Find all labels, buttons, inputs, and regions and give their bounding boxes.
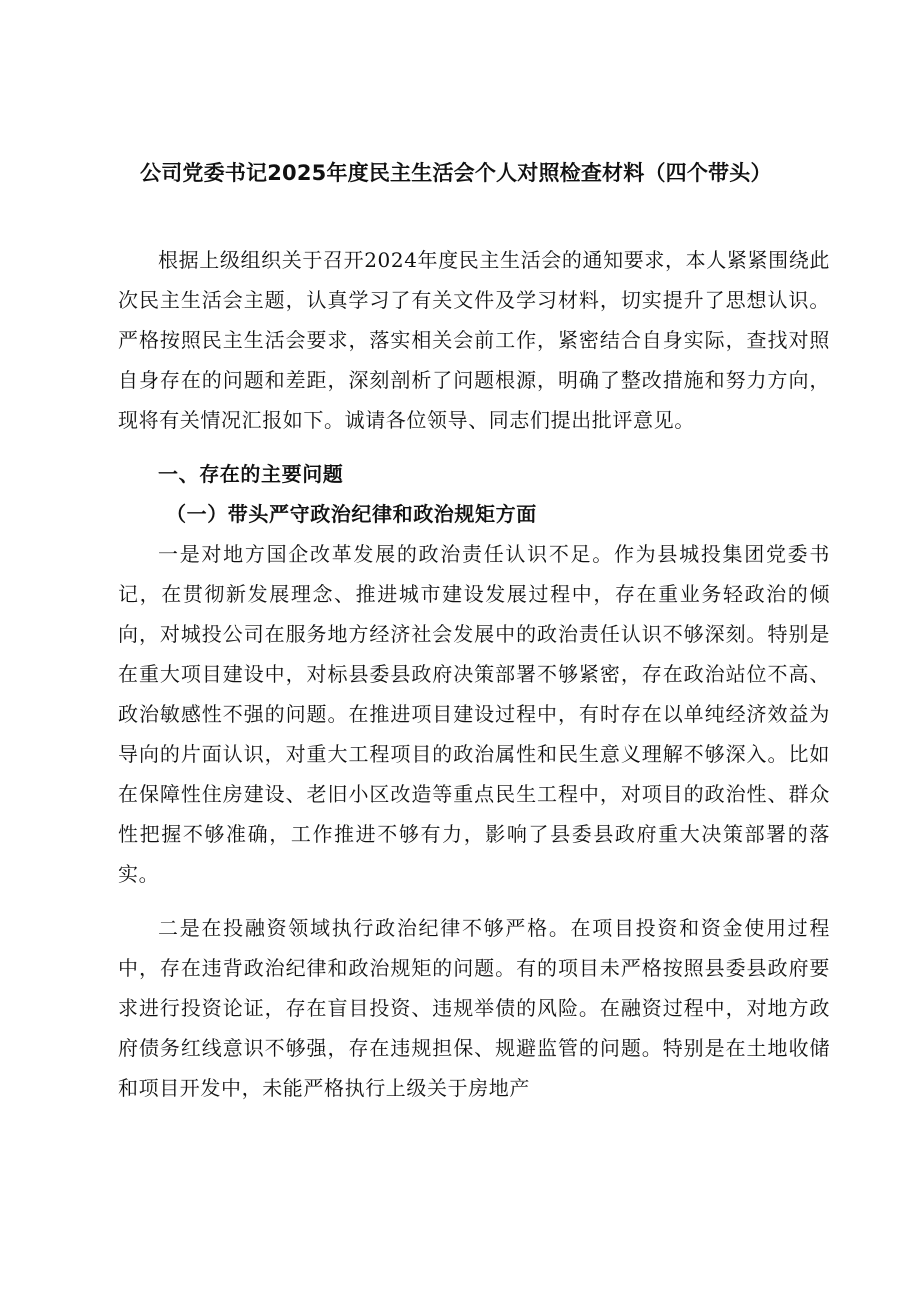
section-heading-problems: 一、存在的主要问题 bbox=[158, 462, 344, 486]
subsection-heading-political-discipline: （一）带头严守政治纪律和政治规矩方面 bbox=[166, 502, 537, 526]
body-paragraph-1: 一是对地方国企改革发展的政治责任认识不足。作为县城投集团党委书记，在贯彻新发展理念、推进城市建设发展过程中，存在重业务轻政治的倾向，对城投公司在服务地方经济社会发展中的政治责任认识不够深刻。特别是在重大项目建设中，对标县委县政府决策部署不够紧密，存在政治站位不高、政治敏感性不强的问题。在推进项目建设过程中，有时存在以单纯经济效益为导向的片面认识，对重大工程项目的政治属性和民生意义理解不够深入。比如在保障性住房建设、老旧小区改造等重点民生工程中，对项目的政治性、群众性把握不够准确，工作推进不够有力，影响了县委县政府重大决策部署的落实。 bbox=[118, 542, 830, 886]
intro-paragraph: 根据上级组织关于召开2024年度民主生活会的通知要求，本人紧紧围绕此次民主生活会主题，认真学习了有关文件及学习材料，切实提升了思想认识。严格按照民主生活会要求，落实相关会前工作，紧密结合自身实际，查找对照自身存在的问题和差距，深刻剖析了问题根源，明确了整改措施和努力方向，现将有关情况汇报如下。诚请各位领导、同志们提出批评意见。 bbox=[118, 248, 830, 432]
document-title: 公司党委书记2025年度民主生活会个人对照检查材料（四个带头） bbox=[140, 161, 772, 185]
document-body bbox=[118, 240, 830, 1108]
body-paragraph-2: 二是在投融资领域执行政治纪律不够严格。在项目投资和资金使用过程中，存在违背政治纪律和政治规矩的问题。有的项目未严格按照县委县政府要求进行投资论证，存在盲目投资、违规举债的风险。在融资过程中，对地方政府债务红线意识不够强，存在违规担保、规避监管的问题。特别是在土地收储和项目开发中，未能严格执行上级关于房地产 bbox=[118, 916, 830, 1100]
